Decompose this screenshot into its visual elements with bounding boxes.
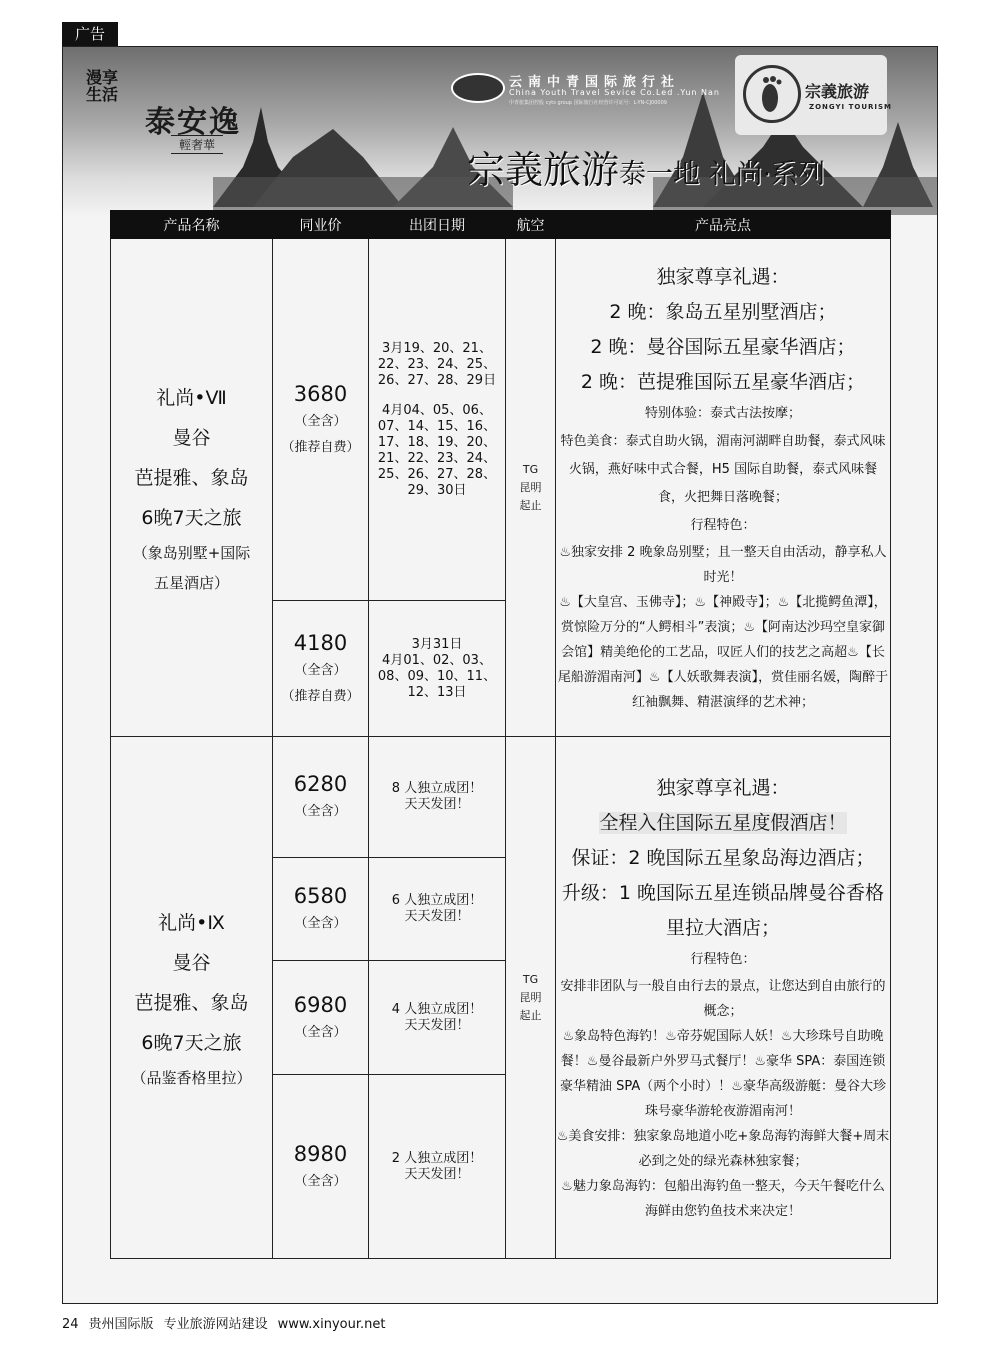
dates-cell (369, 601, 506, 737)
footer-url[interactable]: www.xinyour.net (277, 1317, 386, 1332)
dates-cell (369, 239, 506, 601)
side-slogan: 漫享生活 (85, 68, 118, 104)
price: 4180 (293, 630, 348, 655)
magazine-name: 贵州国际版 (88, 1317, 154, 1332)
price: 6580 (293, 884, 348, 908)
date-line: 4 人独立成团！ (391, 1001, 483, 1017)
airline-code: TG (522, 972, 539, 986)
column-header: 航空 (506, 211, 556, 239)
price-cell (273, 961, 369, 1075)
airline-city: 昆明 (519, 990, 542, 1004)
price: 6280 (293, 772, 348, 796)
highlight-line: 2 晚：象岛五星别墅酒店； (609, 301, 837, 323)
airline-note: 起止 (519, 498, 542, 512)
price-cell (273, 858, 369, 961)
price: 8980 (293, 1141, 348, 1166)
date-line: 21、22、23、24、 (377, 450, 497, 466)
product-name-cell (111, 737, 273, 1259)
highlight-boxed: 全程入住国际五星度假酒店！ (599, 812, 847, 834)
page-footer (62, 1313, 395, 1332)
product-duration: 6晚7天之旅 (141, 1031, 242, 1054)
table-row (111, 239, 891, 601)
highlight-line: 2 晚：曼谷国际五星豪华酒店； (590, 336, 856, 358)
highlight-line: 独家尊享礼遇： (656, 777, 790, 799)
product-name: 礼尚•Ⅸ (158, 911, 225, 934)
highlight-line: ♨魅力象岛海钓：包船出海钓鱼一整天，今天午餐吃什么海鲜由您钓鱼技术来决定！ (561, 1179, 885, 1219)
date-line: 17、18、19、20、 (377, 434, 497, 450)
date-line: 07、14、15、16、 (377, 418, 497, 434)
zongyi-logo (735, 55, 892, 135)
highlight-line: ♨美食安排：独家象岛地道小吃+象岛海钓海鲜大餐+周末必到之处的绿光森林独家餐； (556, 1129, 890, 1169)
price-note: （推荐自费） (281, 439, 360, 455)
price-note: （全含） (294, 662, 347, 678)
table-row (111, 737, 891, 858)
highlight-line: 升级：1 晚国际五星连锁品牌曼谷香格里拉大酒店； (561, 882, 885, 939)
airline-note: 起止 (519, 1008, 542, 1022)
date-line: 8 人独立成团！ (391, 781, 483, 796)
highlight-line: 行程特色： (690, 952, 756, 967)
thai-anyi-logo: 泰安逸 (145, 105, 241, 140)
highlight-line: ♨【大皇宫、玉佛寺】；♨【神殿寺】；♨【北揽鳄鱼潭】，赏惊险万分的“人鳄相斗”表演；♨【阿南达沙玛空皇家御会馆】精美绝伦的工艺品，叹匠人们的技艺之高超♨【长尾船游湄南河】♨【人妖歌舞表演】，赏佳丽名媛，陶醉于红袖飘舞、精湛演绎的艺术神； (557, 595, 889, 710)
highlights-cell (556, 239, 891, 737)
price: 6980 (293, 992, 348, 1017)
highlight-line: ♨象岛特色海钓！♨帝芬妮国际人妖！♨大珍珠号自助晚餐！♨曼谷最新户外罗马式餐厅！♨豪华 SPA：泰国连锁豪华精油 SPA（两个小时）！♨豪华高级游艇：曼谷大珍珠号豪华游轮夜游湄南河！ (560, 1029, 886, 1119)
highlight-line: ♨独家安排 2 晚象岛别墅；且一整天自由活动，静享私人时光！ (559, 545, 887, 585)
footer-slogan: 专业旅游网站建设 (163, 1317, 268, 1332)
highlight-line: 独家尊享礼遇： (656, 266, 790, 288)
price-cell (273, 601, 369, 737)
price-note: （全含） (294, 804, 347, 819)
dates-cell (369, 1075, 506, 1259)
zongyi-name-en: ZONGYI TOURISM (809, 103, 892, 111)
airline-code: TG (522, 462, 539, 476)
product-note: （品鉴香格里拉） (131, 1068, 252, 1087)
date-line: 4月01、02、03、 (382, 652, 492, 668)
product-city: 曼谷 (172, 951, 211, 974)
cyts-license: 中青旅集团控股 cyts group 国际旅行社经营许可证号：L-YN-CJ00009 (509, 100, 667, 106)
highlight-line: 行程特色： (690, 518, 756, 533)
price-note: （推荐自费） (281, 688, 360, 704)
date-line: 天天发团！ (404, 909, 470, 924)
cyts-name-en: China Youth Travel Sevice Co.Led .Yun Nan (509, 88, 720, 97)
dates-cell (369, 961, 506, 1075)
product-city: 芭提雅、象岛 (134, 466, 249, 489)
price-note: （全含） (294, 413, 347, 429)
column-header: 出团日期 (369, 211, 506, 239)
price-cell (273, 1075, 369, 1259)
highlight-line: 保证：2 晚国际五星象岛海边酒店； (571, 847, 875, 869)
price-cell (273, 239, 369, 601)
cyts-name-cn: 云南中青国际旅行社 (509, 75, 681, 90)
headline (467, 139, 825, 194)
ad-frame (62, 46, 938, 1304)
product-name: 礼尚•Ⅶ (156, 386, 227, 409)
table-header-row (111, 211, 891, 239)
product-note: 五星酒店） (153, 573, 229, 592)
product-duration: 6晚7天之旅 (141, 506, 242, 529)
dates-cell (369, 858, 506, 961)
date-line: 26、27、28、29日 (377, 372, 497, 388)
product-table (110, 210, 891, 1259)
column-header: 产品名称 (111, 211, 273, 239)
airline-city: 昆明 (519, 480, 542, 494)
date-line: 天天发团！ (404, 1017, 470, 1033)
airline-cell (506, 239, 556, 737)
column-header: 同业价 (273, 211, 369, 239)
date-line: 25、26、27、28、 (377, 466, 497, 482)
cyts-logo (451, 71, 741, 107)
price-note: （全含） (294, 1024, 347, 1040)
cyts-emblem-icon (451, 73, 505, 103)
highlight-line: 安排非团队与一般自由行去的景点，让您达到自由旅行的概念； (560, 979, 886, 1019)
product-city: 芭提雅、象岛 (134, 991, 249, 1014)
date-line: 12、13日 (407, 684, 467, 700)
footprint-icon (743, 65, 801, 123)
page-number: 24 (62, 1317, 79, 1332)
column-header: 产品亮点 (556, 211, 891, 239)
date-line: 08、09、10、11、 (377, 668, 497, 684)
headline-series: 泰一地 礼尚·系列 (619, 159, 826, 190)
headline-brand: 宗義旅游 (467, 148, 620, 192)
highlights-cell (556, 737, 891, 1259)
highlight-line: 特别体验：泰式古法按摩； (644, 406, 801, 421)
date-line: 22、23、24、25、 (377, 356, 497, 372)
highlight-line (556, 806, 890, 841)
date-line: 3月31日 (411, 636, 463, 652)
ad-label: 广告 (62, 22, 118, 46)
zongyi-name-cn: 宗義旅游 (805, 82, 870, 101)
date-line: 2 人独立成团！ (391, 1150, 483, 1166)
date-line: 6 人独立成团！ (391, 893, 483, 908)
dates-cell (369, 737, 506, 858)
highlight-line: 2 晚：芭提雅国际五星豪华酒店； (580, 371, 866, 393)
airline-cell (506, 737, 556, 1259)
price-note: （全含） (294, 916, 347, 931)
price: 3680 (293, 381, 348, 406)
date-line: 3月19、20、21、 (382, 340, 492, 356)
date-line: 4月04、05、06、 (382, 402, 492, 418)
date-line: 天天发团！ (404, 1166, 470, 1182)
header-banner (63, 47, 937, 215)
thai-anyi-subtitle: 輕奢華 (171, 135, 223, 154)
product-name-cell (111, 239, 273, 737)
product-note: （象岛别墅+国际 (132, 543, 251, 562)
product-city: 曼谷 (172, 426, 211, 449)
date-line: 29、30日 (407, 482, 467, 498)
highlight-line: 特色美食：泰式自助火锅，湄南河湖畔自助餐，泰式风味火锅，燕好味中式合餐，H5 国际自助餐，泰式风味餐食，火把舞日落晚餐； (560, 434, 886, 505)
price-note: （全含） (294, 1173, 347, 1189)
date-line: 天天发团！ (404, 797, 470, 812)
price-cell (273, 737, 369, 858)
